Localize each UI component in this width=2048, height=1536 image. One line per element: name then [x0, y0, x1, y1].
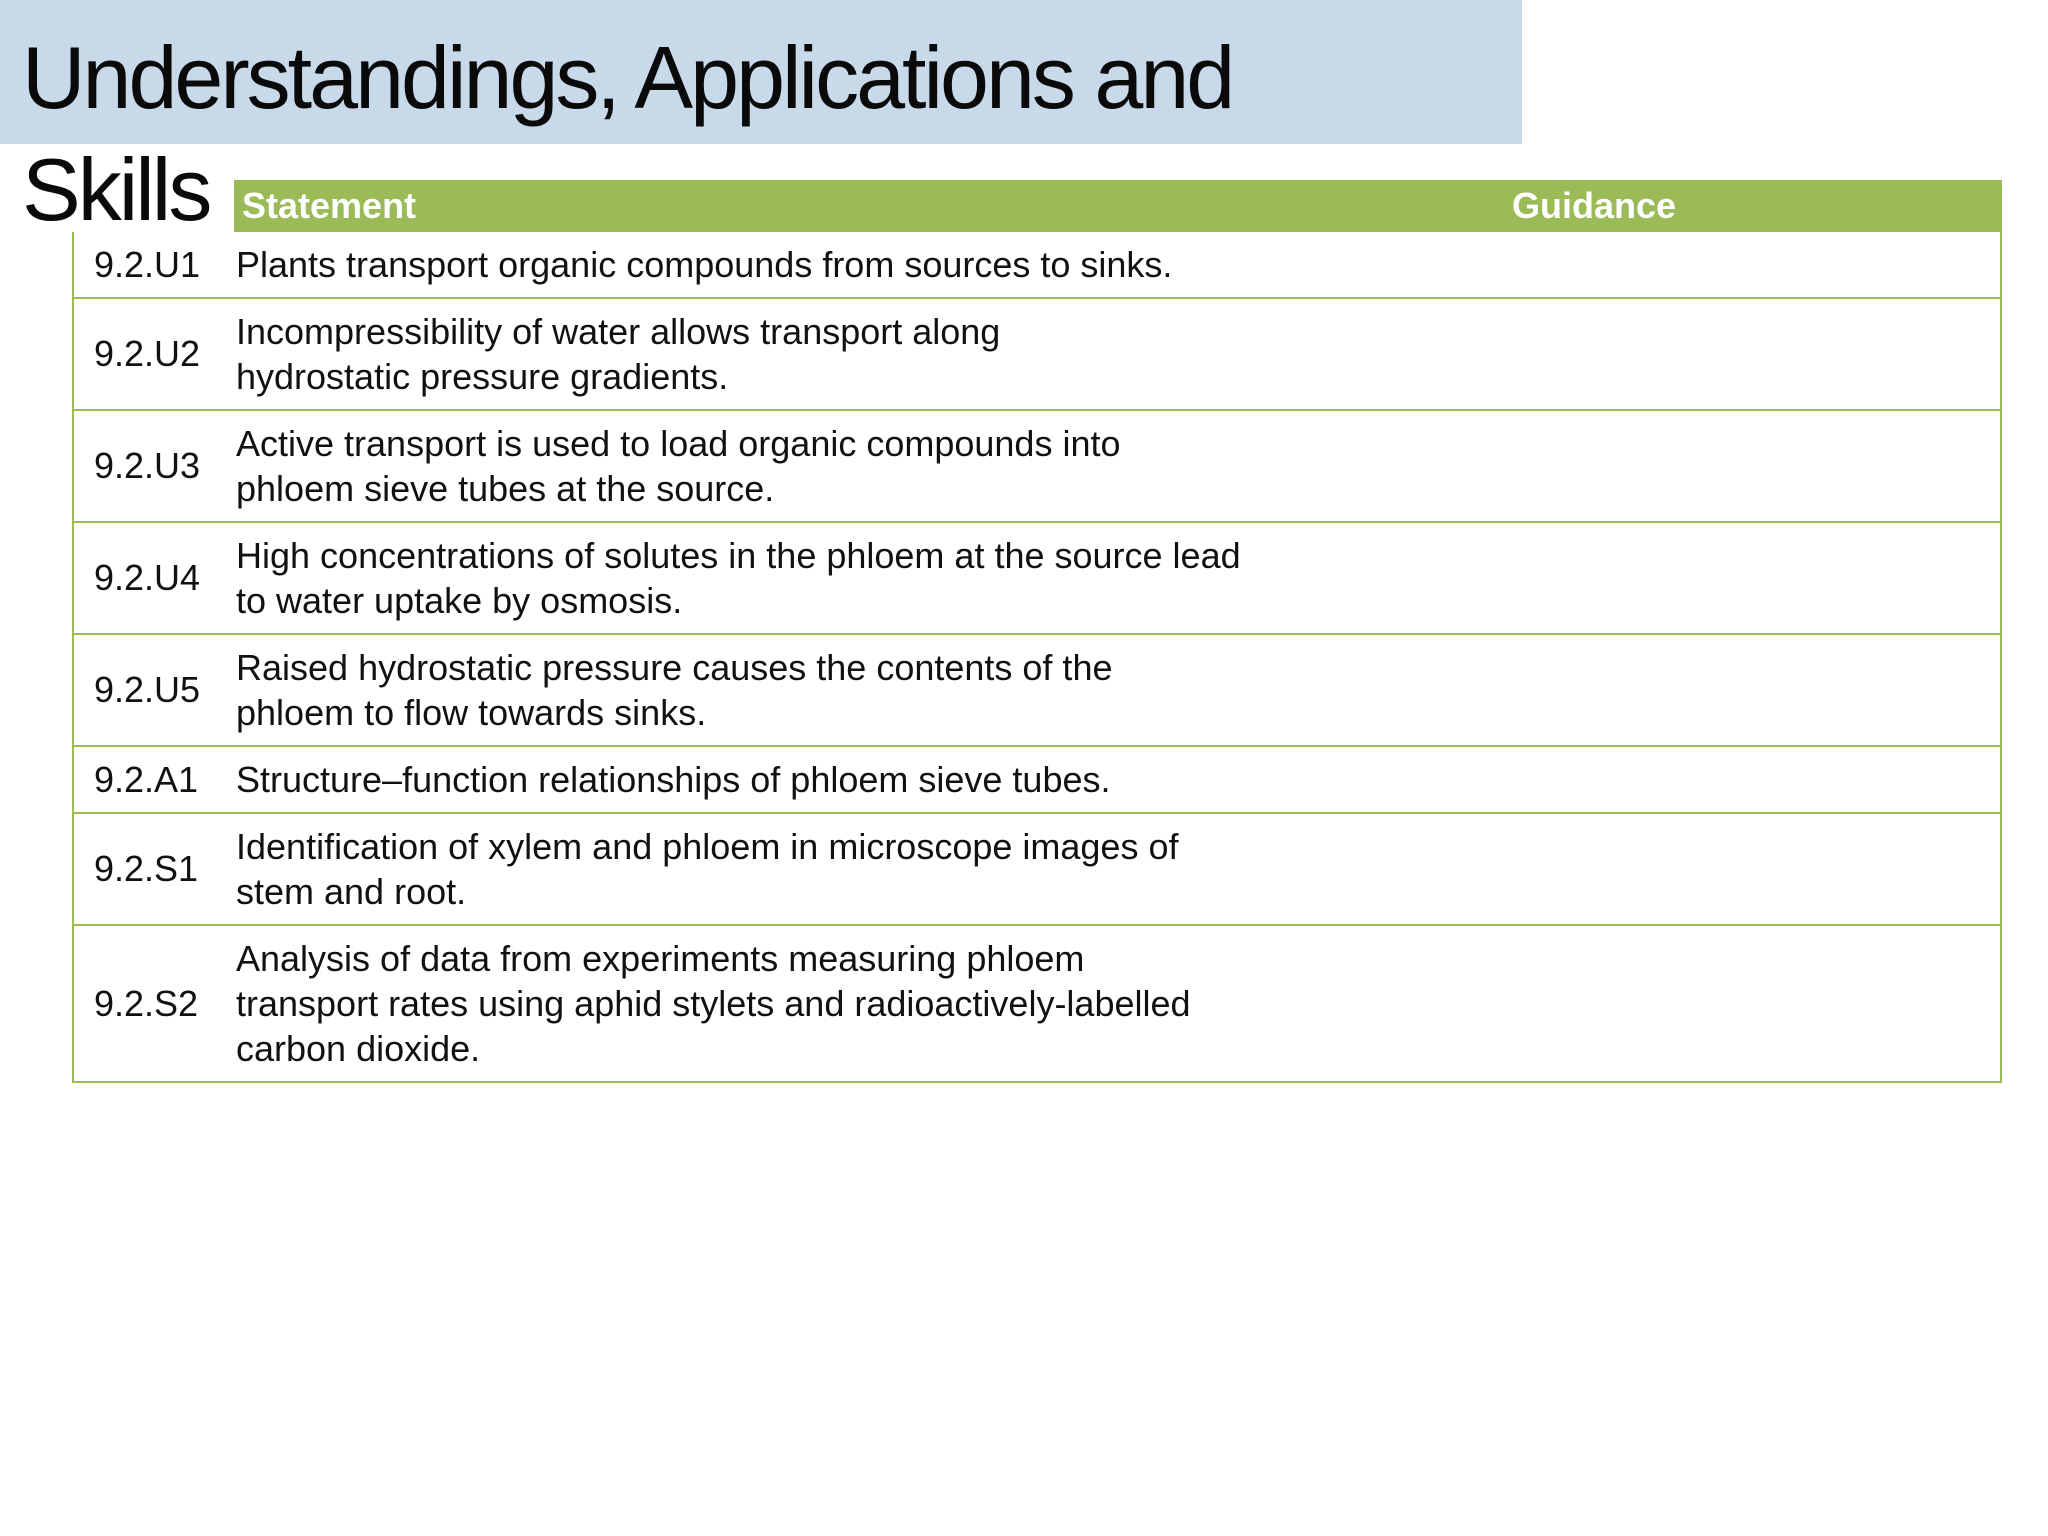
- row-code: 9.2.A1: [94, 758, 199, 800]
- table-row: [74, 812, 2000, 924]
- row-code: 9.2.U1: [94, 243, 201, 285]
- header-guidance: Guidance: [1512, 185, 1677, 226]
- row-statement: Plants transport organic compounds from sources to sinks.: [236, 244, 1173, 285]
- row-statement: Active transport is used to load organic compounds into phloem sieve tubes at the source.: [236, 423, 1121, 509]
- row-statement: Structure–function relationships of phloem sieve tubes.: [236, 759, 1111, 800]
- table-row: [74, 409, 2000, 521]
- row-statement: Analysis of data from experiments measuring phloem transport rates using aphid stylets and radioactively-labelled carbon dioxide.: [236, 938, 1191, 1069]
- row-code: 9.2.S2: [94, 982, 199, 1024]
- row-statement: High concentrations of solutes in the phloem at the source lead to water uptake by osmosis.: [236, 535, 1241, 621]
- table-row: [74, 297, 2000, 409]
- slide-title: Understandings, Applications and Skills: [22, 28, 1233, 239]
- table-row: [74, 745, 2000, 812]
- row-code: 9.2.U4: [94, 557, 201, 598]
- table-header-row: [234, 180, 2002, 232]
- row-statement: Incompressibility of water allows transport along hydrostatic pressure gradients.: [236, 311, 1001, 397]
- row-code: 9.2.U5: [94, 669, 201, 710]
- row-code: 9.2.U3: [94, 445, 201, 486]
- table-row: [74, 924, 2000, 1081]
- table-body: [72, 232, 2002, 1083]
- row-statement: Identification of xylem and phloem in microscope images of stem and root.: [236, 826, 1179, 912]
- row-code: 9.2.U2: [94, 333, 201, 374]
- row-code: 9.2.S1: [94, 848, 199, 889]
- header-statement: Statement: [242, 185, 417, 226]
- table-row: [74, 232, 2000, 297]
- row-statement: Raised hydrostatic pressure causes the contents of the phloem to flow towards sinks.: [236, 647, 1113, 733]
- table-row: [74, 633, 2000, 745]
- table-row: [74, 521, 2000, 633]
